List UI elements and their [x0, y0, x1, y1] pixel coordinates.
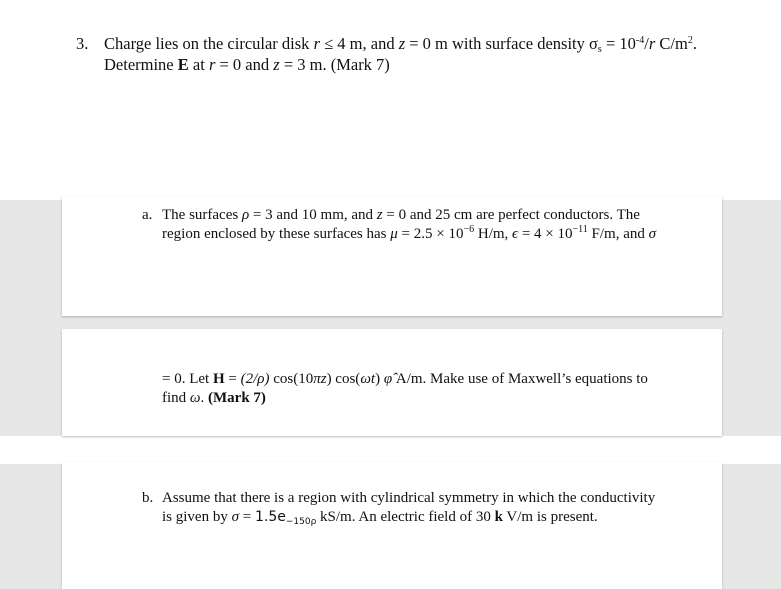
exponent: -4 [635, 35, 645, 46]
unit-vector-k: k [494, 509, 503, 525]
expr: (2/ρ) [240, 371, 270, 387]
exponent: −11 [572, 224, 588, 235]
var-sigma: σ [648, 226, 657, 242]
text: / [644, 34, 649, 53]
text: = 3 and 10 mm, and [249, 207, 377, 223]
text: = 3 m. (Mark 7) [279, 55, 390, 74]
var-sigma: σ [231, 509, 239, 525]
text: = 0. Let [162, 371, 213, 387]
text: is given by [162, 509, 232, 525]
item-label: a. [142, 207, 153, 223]
var-H: H [212, 371, 225, 387]
text: F/m, and [587, 226, 649, 242]
question-3-text [104, 33, 746, 75]
text: = 4 × 10 [518, 226, 573, 242]
var-rho: ρ [241, 207, 250, 223]
text: = 2.5 × 10 [397, 226, 464, 242]
question-3-block [0, 0, 781, 200]
exponent: 2 [687, 35, 693, 46]
text: Assume that there is a region with cylindrical symmetry in which the conductivity [162, 490, 656, 506]
var-z: z [398, 34, 406, 53]
text: V/m is present. [502, 509, 598, 525]
text: ) cos( [326, 371, 361, 387]
item-a-continued-text [162, 370, 712, 408]
text: ≤ 4 m, and [319, 34, 399, 53]
text: cos(10 [269, 371, 314, 387]
text: . [692, 34, 697, 53]
text: A/m. Make use of Maxwell’s equations to [392, 371, 648, 387]
var-mu: μ [390, 226, 398, 242]
page-sheet-a-continued [62, 329, 722, 436]
text: = [239, 509, 255, 525]
text: = 0 m with surface density σ [405, 34, 598, 53]
unit-vector-phi: φ̂ [383, 371, 393, 387]
mark-label: (Mark 7) [208, 390, 266, 406]
text: C/m [655, 34, 688, 53]
var-z: z [376, 207, 383, 223]
text: = 0 and [215, 55, 274, 74]
text: at [188, 55, 209, 74]
text: Charge lies on the circular disk [104, 34, 314, 53]
var-r: r [313, 34, 320, 53]
exponent: −150ρ [285, 517, 317, 527]
item-b-text [162, 489, 717, 527]
item-a-text [162, 206, 712, 244]
var-r: r [208, 55, 216, 74]
item-label: b. [142, 490, 154, 506]
var-omega: ω [189, 390, 201, 406]
text: The surfaces [162, 207, 242, 223]
text: = 0 and 25 cm are perfect conductors. The [382, 207, 640, 223]
question-3 [76, 33, 746, 75]
var-E: E [177, 55, 189, 74]
item-a [142, 206, 712, 244]
exponent: −6 [463, 224, 475, 235]
text: . [200, 390, 209, 406]
var-z: z [273, 55, 280, 74]
coefficient: 1.5e [254, 509, 286, 525]
expr: πz [313, 371, 327, 387]
text: find [162, 390, 190, 406]
page-sheet-b [62, 462, 722, 589]
text: Determine [104, 55, 178, 74]
text: ) [375, 371, 384, 387]
item-b [142, 489, 717, 527]
expr: ωt [360, 371, 376, 387]
item-a-continued [162, 370, 712, 408]
text: H/m, [474, 226, 513, 242]
text: kS/m. An electric field of 30 [316, 509, 495, 525]
text: = 10 [601, 34, 636, 53]
text: = [224, 371, 241, 387]
var-r: r [648, 34, 656, 53]
page-sheet-a [62, 196, 722, 316]
question-number: 3. [76, 34, 89, 53]
var-epsilon: ϵ [512, 226, 519, 242]
subscript: s [597, 44, 602, 55]
text: region enclosed by these surfaces has [162, 226, 391, 242]
